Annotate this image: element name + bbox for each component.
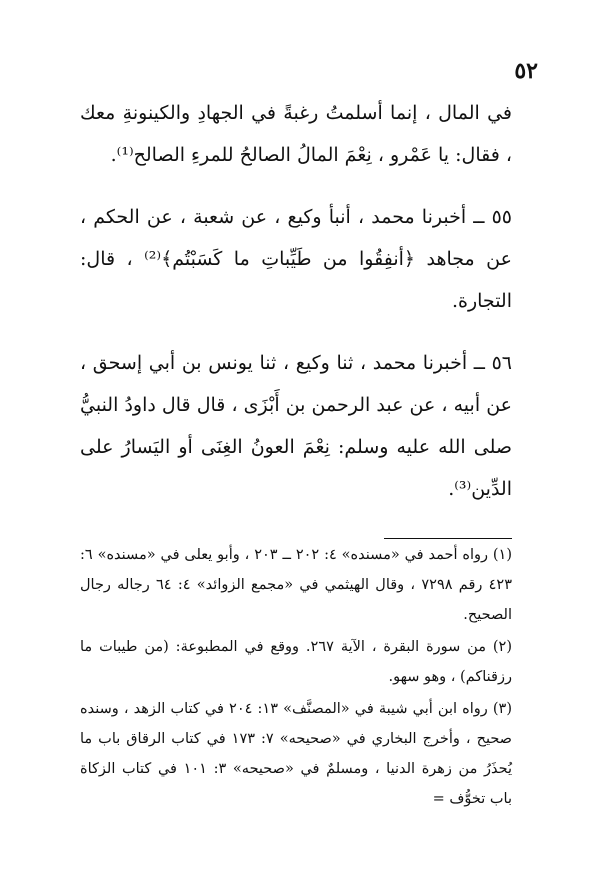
page-number: ٥٢ xyxy=(514,58,538,84)
paragraph-continuation: في المال ، إنما أسلمتُ رغبةً في الجهادِ والكينونةِ معك ، فقال: يا عَمْرو ، نِعْمَ المالُ الصالحُ للمرءِ الصالح⁽¹⁾. xyxy=(80,102,512,166)
paragraph-hadith-55: ٥٥ ــ أخبرنا محمد ، أنبأ وكيع ، عن شعبة ، عن الحكم ، عن مجاهد ﴿أنفِقُوا من طَيِّباتِ ما كَسَبْتُم﴾⁽²⁾ ، قال: التجارة. xyxy=(80,206,512,312)
footnote-3: (٣) رواه ابن أبي شيبة في «المصنَّف» ١٣: ٢٠٤ في كتاب الزهد ، وسنده صحيح ، وأخرج البخاري في «صحيحه» ٧: ١٧٣ في كتاب الرقاق باب ما يُحذَرُ من زهرة الدنيا ، ومسلمٌ في «صحيحه» ٣: ١٠١ في كتاب الزكاة باب تخوُّف = xyxy=(80,701,513,807)
footnote-divider xyxy=(384,538,512,539)
footnote-1: (١) رواه أحمد في «مسنده» ٤: ٢٠٢ ــ ٢٠٣ ، وأبو يعلى في «مسنده» ٦: ٤٢٣ رقم ٧٢٩٨ ، وقال الهيثمي في «مجمع الزوائد» ٤: ٦٤ رجاله رجال الصحيح. xyxy=(80,547,513,623)
paragraph-hadith-56: ٥٦ ــ أخبرنا محمد ، ثنا وكيع ، ثنا يونس بن أبي إسحق ، عن أبيه ، عن عبد الرحمن بن أَبْزَى ، قال قال داودُ النبيُّ صلى الله عليه وسلم: نِعْمَ العونُ الغِنَى أو اليَسارُ على الدِّين⁽³⁾. xyxy=(80,352,512,500)
main-text xyxy=(80,92,512,530)
footnotes xyxy=(80,540,512,816)
footnote-2: (٢) من سورة البقرة ، الآية ٢٦٧. ووقع في المطبوعة: (من طيبات ما رزقناكم) ، وهو سهو. xyxy=(80,639,512,685)
